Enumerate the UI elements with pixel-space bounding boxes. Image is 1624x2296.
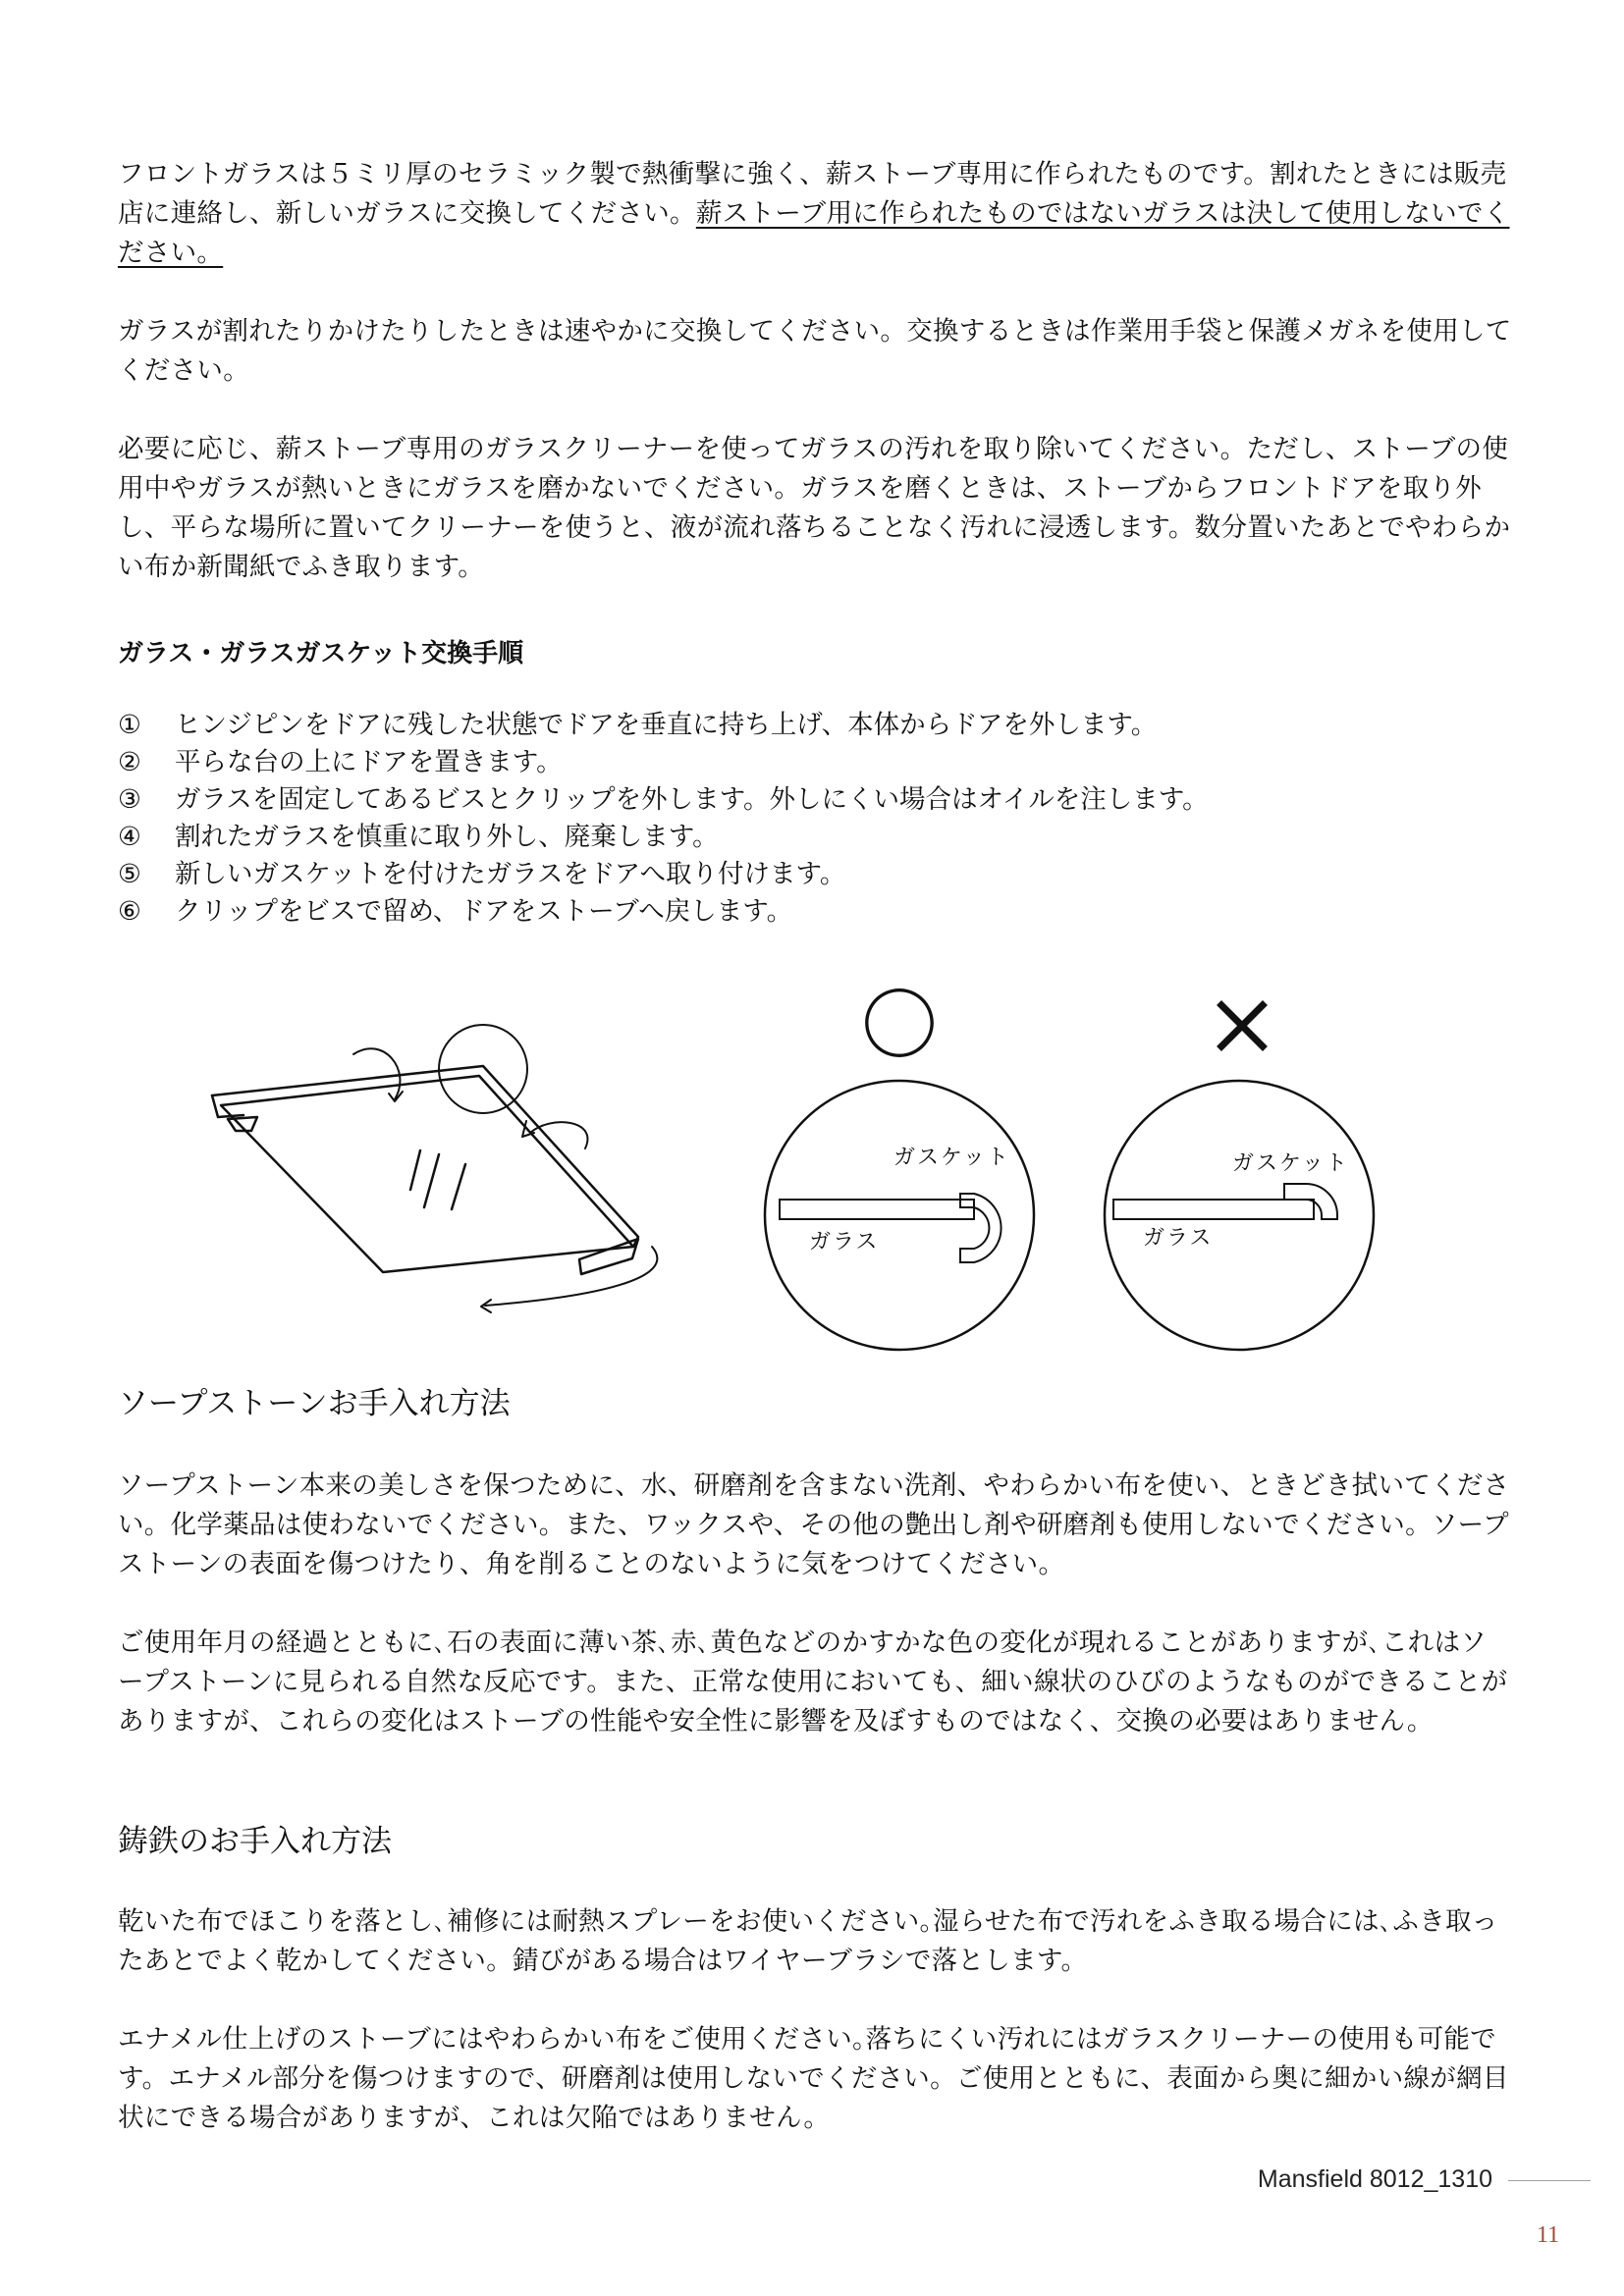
door-glass-sketch [212,1025,657,1312]
glass-gasket-illustrations [0,934,1624,1374]
glass-paragraph-1 [118,155,1512,273]
step-number: ③ [118,784,141,815]
step-text: 新しいガスケットを付けたガラスをドアへ取り付けます。 [175,859,846,889]
step-number: ④ [118,822,141,852]
glass-warning-underlined: 薪ストーブ用に作られたものではないガラスは決して使用しないでください。 [118,198,1510,268]
castiron-heading: 鋳鉄のお手入れ方法 [118,1824,392,1859]
footer-model: Mansfield 8012_1310 [1257,2165,1492,2193]
soapstone-paragraph-1: ソープストーン本来の美しさを保つために、水、研磨剤を含まない洗剤、やわらかい布を使い、ときどき拭いてください。化学薬品は使わないでください。また、ワックスや、その他の艶出し剤や研磨剤も使用しないでください。ソープストーンの表面を傷つけたり、角を削ることのないように気をつけてください。 [118,1470,1510,1579]
castiron-paragraph-1: 乾いた布でほこりを落とし､補修には耐熱スプレーをお使いください｡湿らせた布で汚れをふき取る場合には､ふき取ったあとでよく乾かしてください。錆びがある場合はワイヤーブラシで落とします。 [118,1906,1498,1976]
procedure-step [118,819,1492,856]
step-number: ① [118,710,141,740]
procedure-step [118,856,1492,893]
step-text: 平らな台の上にドアを置きます。 [175,747,563,777]
soapstone-heading: ソープストーンお手入れ方法 [118,1386,511,1421]
wrong-glass-label: ガラス [1143,1226,1214,1251]
step-text: ヒンジピンをドアに残した状態でドアを垂直に持ち上げ、本体からドアを外します。 [175,710,1158,740]
glass-paragraph-1-text: フロントガラスは５ミリ厚のセラミック製で熱衝撃に強く、薪ストーブ専用に作られたものです。割れたときには販売店に連絡し、新しいガラスに交換してください。 [118,159,1507,229]
soapstone-paragraph-2: ご使用年月の経過とともに､石の表面に薄い茶､赤､黄色などのかすかな色の変化が現れることがありますが､これはソープストーンに見られる自然な反応です。また、正常な使用においても、細い線状のひびのようなものができることがありますが、これらの変化はストーブの性能や安全性に影響を及ぼすものではなく、交換の必要はありません。 [118,1628,1508,1736]
correct-gasket-label: ガスケット [893,1146,1010,1170]
step-number: ⑥ [118,896,141,927]
wrong-symbol [1221,1005,1263,1046]
page-number: 11 [1537,2222,1560,2248]
procedure-heading: ガラス・ガラスガスケット交換手順 [118,639,524,668]
correct-symbol: 〇 [860,982,939,1071]
castiron-paragraph-2: エナメル仕上げのストーブにはやわらかい布をご使用ください｡落ちにくい汚れにはガラスクリーナーの使用も可能です。エナメル部分を傷つけますので、研磨剤は使用しないでください。ご使用とともに、表面から奥に細かい線が網目状にできる場合がありますが、これは欠陥ではありません。 [118,2024,1509,2133]
wrong-gasket-detail [1105,1081,1374,1350]
glass-paragraph-3: 必要に応じ、薪ストーブ専用のガラスクリーナーを使ってガラスの汚れを取り除いてください。ただし、ストーブの使用中やガラスが熱いときにガラスを磨かないでください。ガラスを磨くときは、ストーブからフロントドアを取り外し、平らな場所に置いてクリーナーを使うと、液が流れ落ちることなく汚れに浸透します。数分置いたあとでやわらかい布か新聞紙でふき取ります。 [118,434,1511,582]
wrong-gasket-label: ガスケット [1232,1151,1349,1176]
correct-gasket-detail [765,1081,1034,1350]
correct-glass-label: ガラス [809,1230,880,1255]
procedure-step [118,781,1492,819]
procedure-step [118,744,1492,781]
step-text: 割れたガラスを慎重に取り外し、廃棄します。 [175,822,719,852]
procedure-step [118,893,1492,931]
glass-paragraph-2: ガラスが割れたりかけたりしたときは速やかに交換してください。交換するときは作業用手袋と保護メガネを使用してください。 [118,316,1512,386]
procedure-step [118,707,1492,744]
wrong-symbol-text: × [1237,934,1247,945]
step-text: クリップをビスで留め、ドアをストーブへ戻します。 [175,896,793,927]
procedure-steps [118,707,1492,931]
step-number: ⑤ [118,859,141,889]
footer-divider [1508,2180,1591,2181]
step-number: ② [118,747,141,777]
step-text: ガラスを固定してあるビスとクリップを外します。外しにくい場合はオイルを注します。 [175,784,1209,815]
